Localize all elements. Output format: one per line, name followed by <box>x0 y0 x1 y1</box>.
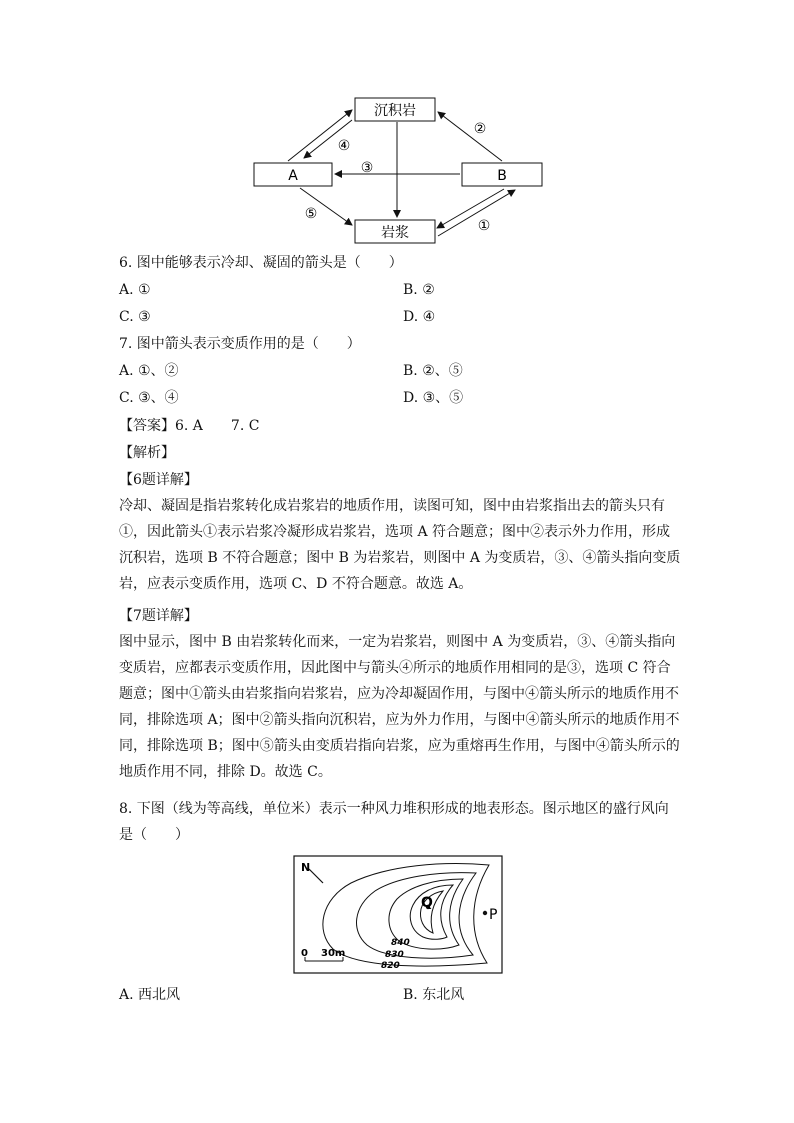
arrow-b-to-magma <box>437 189 504 228</box>
detail7-line: 地质作用不同，排除 D。故选 C。 <box>119 764 332 780</box>
detail6-line: 沉积岩，选项 B 不符合题意；图中 B 为岩浆岩，则图中 A 为变质岩，③、④箭头指向变质 <box>119 550 681 566</box>
q8-stem-line: 8. 下图（线为等高线，单位米）表示一种风力堆积形成的地表形态。图示地区的盛行风向 <box>119 801 669 817</box>
label-4: ④ <box>337 138 351 154</box>
dune-contour-map <box>293 855 503 974</box>
north-label: N <box>301 861 311 874</box>
detail7-line: 题意；图中①箭头由岩浆指向岩浆岩，应为冷却凝固作用，与图中④箭头所示的地质作用不 <box>119 686 679 702</box>
rock-cycle-diagram <box>240 88 560 248</box>
q6-option-c: C. ③ <box>119 309 151 325</box>
box-a-label: A <box>288 168 298 184</box>
scale-zero: 0 <box>301 948 308 959</box>
q8-option-b: B. 东北风 <box>403 987 465 1003</box>
label-5: ⑤ <box>304 206 318 222</box>
q7-option-c: C. ③、④ <box>119 390 179 406</box>
label-3: ③ <box>360 160 374 176</box>
q8-option-a: A. 西北风 <box>119 987 181 1003</box>
arrow-magma-to-b-1 <box>438 190 515 236</box>
contour-label-840: 840 <box>391 938 410 948</box>
detail7-paragraph <box>119 629 679 785</box>
label-2: ② <box>473 121 487 137</box>
q6-option-d: D. ④ <box>403 309 436 325</box>
point-p-label: P <box>489 907 498 923</box>
box-magma-label: 岩浆 <box>381 225 409 241</box>
point-p-dot <box>483 911 487 915</box>
q7-stem: 7. 图中箭头表示变质作用的是（ ） <box>119 336 361 352</box>
detail7-line: 同，排除选项 A；图中②箭头指向沉积岩，应为外力作用，与图中④箭头所示的地质作用不 <box>119 712 680 728</box>
detail6-line: ①，因此箭头①表示岩浆冷凝形成岩浆岩，选项 A 符合题意；图中②表示外力作用，形成 <box>119 524 671 540</box>
label-1: ① <box>477 218 491 234</box>
analysis-heading: 【解析】 <box>119 445 175 461</box>
scale-30m: 30m <box>321 948 346 959</box>
detail6-line: 岩，应表示变质作用，选项 C、D 不符合题意。故选 A。 <box>119 576 473 592</box>
contour-label-830: 830 <box>385 950 404 960</box>
q7-option-b: B. ②、⑤ <box>403 363 463 379</box>
answer-line: 【答案】6. A 7. C <box>119 418 260 434</box>
q7-option-d: D. ③、⑤ <box>403 390 464 406</box>
q6-option-a: A. ① <box>119 282 151 298</box>
detail7-line: 同，排除选项 B；图中⑤箭头由变质岩指向岩浆，应为重熔再生作用，与图中④箭头所示的 <box>119 738 680 754</box>
contour-label-820: 820 <box>381 961 400 971</box>
q7-option-a: A. ①、② <box>119 363 179 379</box>
q8-stem <box>119 796 679 848</box>
detail6-heading: 【6题详解】 <box>119 472 198 488</box>
detail6-paragraph <box>119 493 679 597</box>
detail6-line: 冷却、凝固是指岩浆转化成岩浆岩的地质作用，读图可知，图中由岩浆指出去的箭头只有 <box>119 498 665 514</box>
q6-stem: 6. 图中能够表示冷却、凝固的箭头是（ ） <box>119 255 403 271</box>
q6-option-b: B. ② <box>403 282 435 298</box>
arrow-b-to-sed-2 <box>438 112 502 161</box>
box-b-label: B <box>497 168 507 184</box>
detail7-line: 图中显示，图中 B 由岩浆转化而来，一定为岩浆岩，则图中 A 为变质岩，③、④箭头指向 <box>119 634 676 650</box>
detail7-heading: 【7题详解】 <box>119 608 198 624</box>
box-sedimentary-label: 沉积岩 <box>374 103 416 119</box>
point-q-label: Q <box>421 895 433 911</box>
detail7-line: 变质岩，应都表示变质作用，因此图中与箭头④所示的地质作用相同的是③，选项 C 符合 <box>119 660 671 676</box>
q8-stem-line: 是（ ） <box>119 827 189 843</box>
